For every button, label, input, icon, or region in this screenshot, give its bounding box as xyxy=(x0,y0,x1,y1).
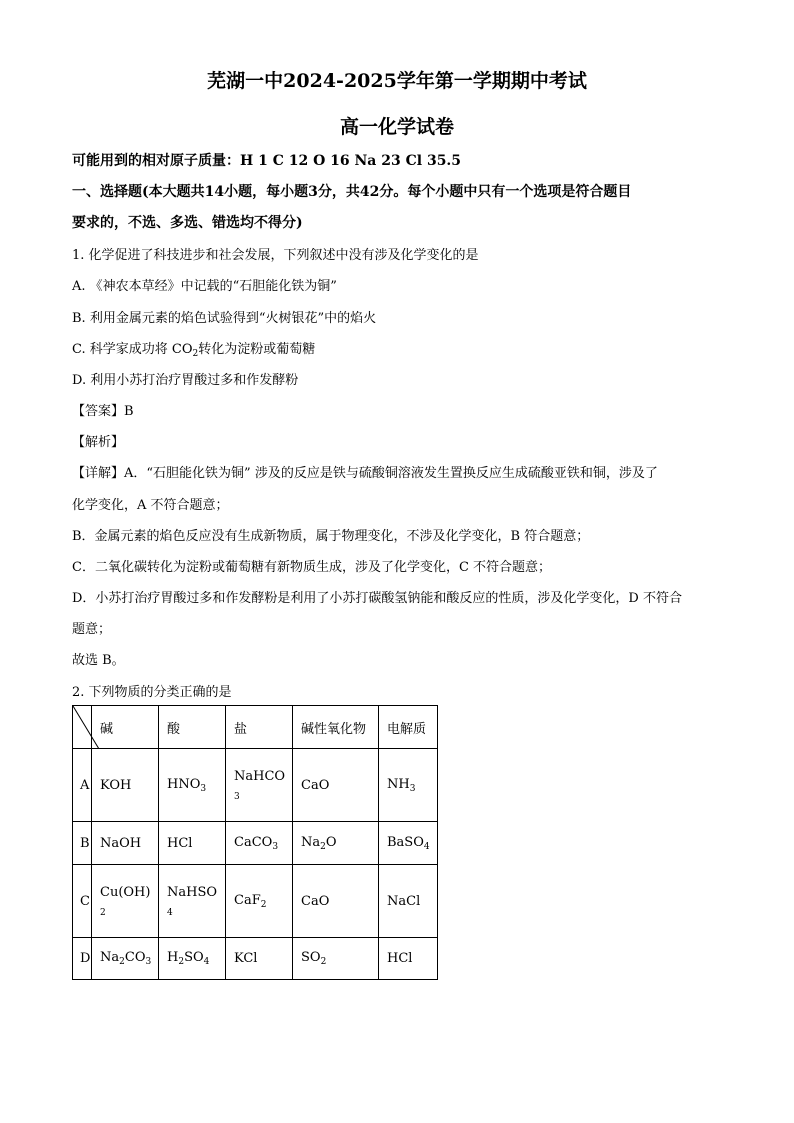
table-row xyxy=(73,938,438,980)
cell-base: KOH xyxy=(92,749,159,822)
question-1-option-b: B. 利用金属元素的焰色试验得到“火树银花”中的焰火 xyxy=(72,311,377,326)
question-1-option-c: C. 科学家成功将 $CO_2$转化为淀粉或葡萄糖 xyxy=(72,342,316,359)
diagonal-line xyxy=(73,706,99,749)
table-row xyxy=(73,865,438,938)
cell-oxide: $SO_2$ xyxy=(293,938,379,980)
table-row xyxy=(73,822,438,865)
row-label: A xyxy=(73,749,92,822)
cell-electrolyte: BaSO$_4$ xyxy=(379,822,438,865)
section-heading-line2: 要求的，不选、多选、错选均不得分) xyxy=(72,215,303,231)
answer-tag: 【答案】 xyxy=(72,404,125,419)
header-salt: 盐 xyxy=(226,706,293,749)
header-electrolyte: 电解质 xyxy=(379,706,438,749)
table-header-row xyxy=(73,706,438,749)
cell-salt: KCl xyxy=(226,938,293,980)
answer-value: B xyxy=(124,404,134,419)
detail-d-line2: 题意； xyxy=(72,622,112,637)
cell-acid: $HNO_3$ xyxy=(159,749,226,822)
detail-c: C．二氧化碳转化为淀粉或葡萄糖有新物质生成，涉及了化学变化，C 不符合题意； xyxy=(72,560,552,575)
detail-tag: 【详解】 xyxy=(72,466,125,481)
cell-acid: NaHSO 4 xyxy=(159,865,226,938)
cell-oxide: $Na_2O$ xyxy=(293,822,379,865)
conclusion: 故选 B。 xyxy=(72,653,125,668)
cell-base: NaOH xyxy=(92,822,159,865)
row-label: B xyxy=(73,822,92,865)
cell-acid: HCl xyxy=(159,822,226,865)
exam-title: 芜湖一中2024-2025学年第一学期期中考试 xyxy=(207,70,587,92)
exam-subtitle: 高一化学试卷 xyxy=(339,116,454,138)
header-acid: 酸 xyxy=(159,706,226,749)
question-1-option-a: A. 《神农本草经》中记载的“石胆能化铁为铜” xyxy=(72,279,337,294)
cell-electrolyte: $NH_3$ xyxy=(379,749,438,822)
classification-table xyxy=(72,705,438,980)
cell-salt: NaHCO 3 xyxy=(226,749,293,822)
detail-b: B．金属元素的焰色反应没有生成新物质，属于物理变化，不涉及化学变化，B 符合题意； xyxy=(72,529,590,544)
analysis-tag: 【解析】 xyxy=(72,435,125,450)
detail-a-line2: 化学变化，A 不符合题意； xyxy=(72,498,229,513)
cell-salt: CaCO$_3$ xyxy=(226,822,293,865)
header-basic-oxide: 碱性氧化物 xyxy=(293,706,379,749)
cell-base: $Na_2CO_3$ xyxy=(92,938,159,980)
question-2-stem: 2. 下列物质的分类正确的是 xyxy=(72,685,232,700)
cell-salt: CaF$_2$ xyxy=(226,865,293,938)
row-label: D xyxy=(73,938,92,980)
question-1-option-d: D. 利用小苏打治疗胃酸过多和作发酵粉 xyxy=(72,373,299,388)
diagonal-corner-cell xyxy=(73,706,92,749)
table-row xyxy=(73,749,438,822)
header-base: 碱 xyxy=(92,706,159,749)
cell-electrolyte: NaCl xyxy=(379,865,438,938)
detail-a-line1: 【详解】A．“石胆能化铁为铜” 涉及的反应是铁与硫酸铜溶液发生置换反应生成硫酸亚铁和铜，涉及了 xyxy=(72,466,658,481)
section-heading-line1: 一、选择题(本大题共14小题，每小题3分，共42分。每个小题中只有一个选项是符合题目 xyxy=(72,184,632,200)
atomic-masses: 可能用到的相对原子质量：H 1 C 12 O 16 Na 23 Cl 35.5 xyxy=(72,153,462,169)
cell-base: Cu(OH) 2 xyxy=(92,865,159,938)
cell-electrolyte: HCl xyxy=(379,938,438,980)
row-label: C xyxy=(73,865,92,938)
cell-oxide: CaO xyxy=(293,749,379,822)
cell-oxide: CaO xyxy=(293,865,379,938)
cell-acid: $H_2SO_4$ xyxy=(159,938,226,980)
detail-d-line1: D．小苏打治疗胃酸过多和作发酵粉是利用了小苏打碳酸氢钠能和酸反应的性质，涉及化学变化，D 不符合 xyxy=(72,591,682,606)
answer-line xyxy=(72,400,134,419)
question-1-stem: 1. 化学促进了科技进步和社会发展，下列叙述中没有涉及化学变化的是 xyxy=(72,248,479,263)
